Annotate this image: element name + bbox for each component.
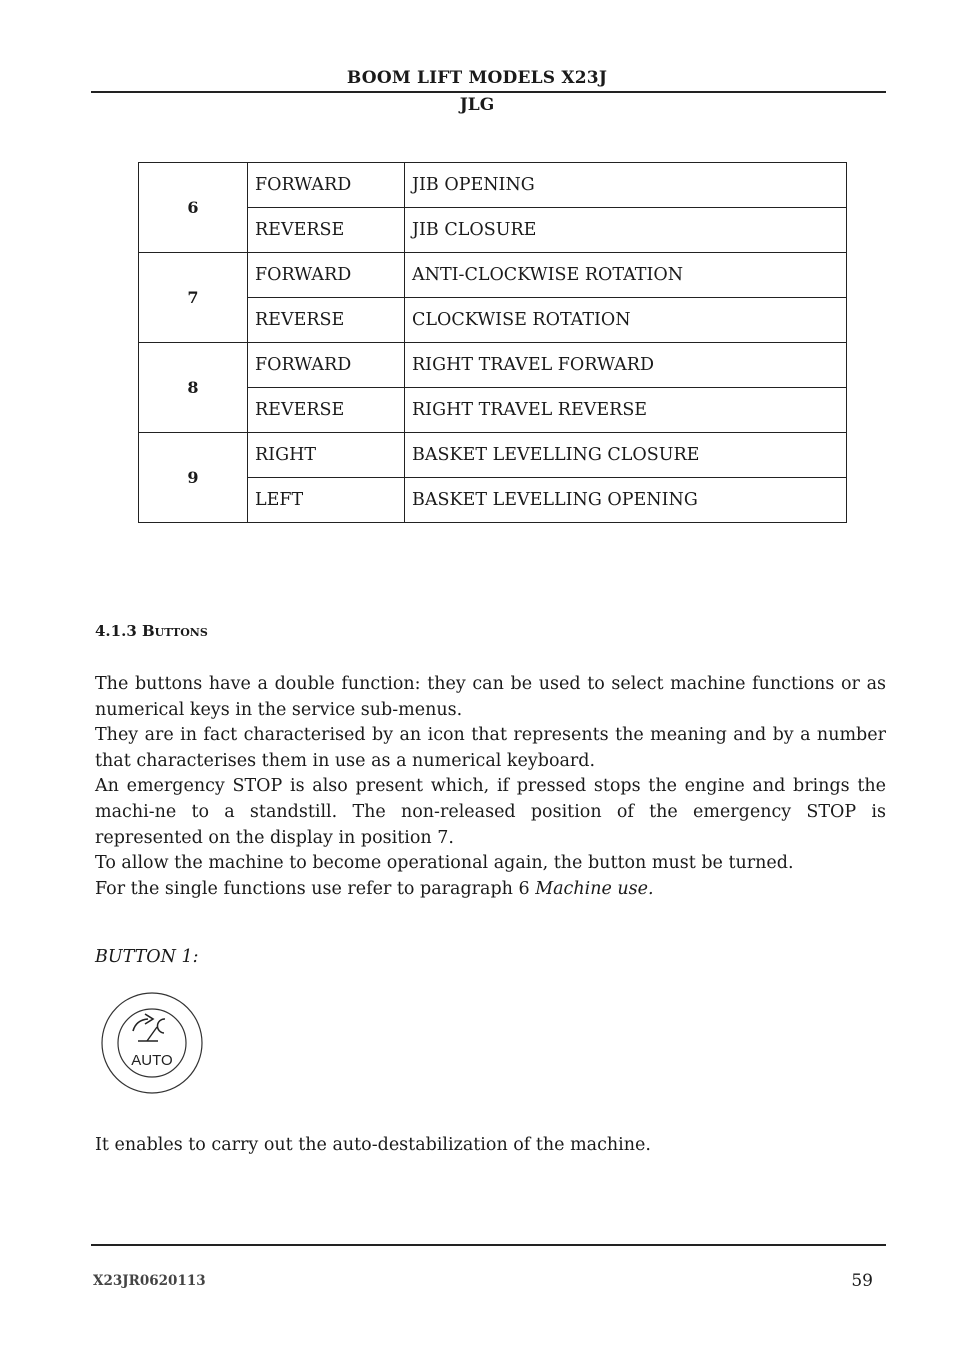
function-cell: BASKET LEVELLING CLOSURE	[405, 433, 847, 478]
control-function-table	[138, 162, 847, 523]
direction-cell: REVERSE	[248, 208, 405, 253]
direction-cell: REVERSE	[248, 298, 405, 343]
direction-cell: RIGHT	[248, 433, 405, 478]
paragraph: They are in fact characterised by an icon that represents the meaning and by a number that characterises them in use as a numerical keyboard.	[95, 725, 886, 771]
function-cell: CLOCKWISE ROTATION	[405, 298, 847, 343]
control-number: 7	[139, 253, 248, 343]
paragraph: An emergency STOP is also present which, if pressed stops the engine and brings the machi-ne to a standstill. The non-released position of the emergency STOP is represented on the display in position 7.	[95, 776, 886, 848]
header-divider	[91, 91, 886, 93]
direction-cell: LEFT	[248, 478, 405, 523]
reference-text: For the single functions use refer to paragraph 6	[95, 878, 536, 899]
auto-destabilization-icon	[100, 991, 204, 1095]
table-row	[139, 253, 847, 298]
table-row	[139, 343, 847, 388]
footer-divider	[91, 1244, 886, 1246]
function-cell: JIB OPENING	[405, 163, 847, 208]
control-number: 9	[139, 433, 248, 523]
paragraph	[95, 877, 886, 903]
document-code: X23JR0620113	[93, 1273, 206, 1289]
icon-label: AUTO	[131, 1052, 173, 1069]
function-cell: BASKET LEVELLING OPENING	[405, 478, 847, 523]
document-brand: JLG	[459, 95, 495, 115]
function-cell: RIGHT TRAVEL FORWARD	[405, 343, 847, 388]
table-row	[139, 433, 847, 478]
paragraph: To allow the machine to become operational again, the button must be turned.	[95, 853, 794, 874]
control-number: 6	[139, 163, 248, 253]
page-number: 59	[851, 1271, 873, 1291]
paragraph: The buttons have a double function: they can be used to select machine functions or as numerical keys in the service sub-menus.	[95, 674, 886, 720]
section-heading: 4.1.3 Buttons	[95, 622, 208, 640]
button-1-label: BUTTON 1:	[95, 947, 199, 967]
function-cell: RIGHT TRAVEL REVERSE	[405, 388, 847, 433]
direction-cell: FORWARD	[248, 163, 405, 208]
document-title: BOOM LIFT MODELS X23J	[346, 68, 608, 88]
section-body	[95, 672, 886, 902]
direction-cell: FORWARD	[248, 253, 405, 298]
table-row	[139, 163, 847, 208]
function-cell: JIB CLOSURE	[405, 208, 847, 253]
control-number: 8	[139, 343, 248, 433]
reference-link: Machine use.	[535, 878, 654, 899]
direction-cell: FORWARD	[248, 343, 405, 388]
function-cell: ANTI-CLOCKWISE ROTATION	[405, 253, 847, 298]
direction-cell: REVERSE	[248, 388, 405, 433]
button-1-description: It enables to carry out the auto-destabilization of the machine.	[95, 1135, 651, 1155]
